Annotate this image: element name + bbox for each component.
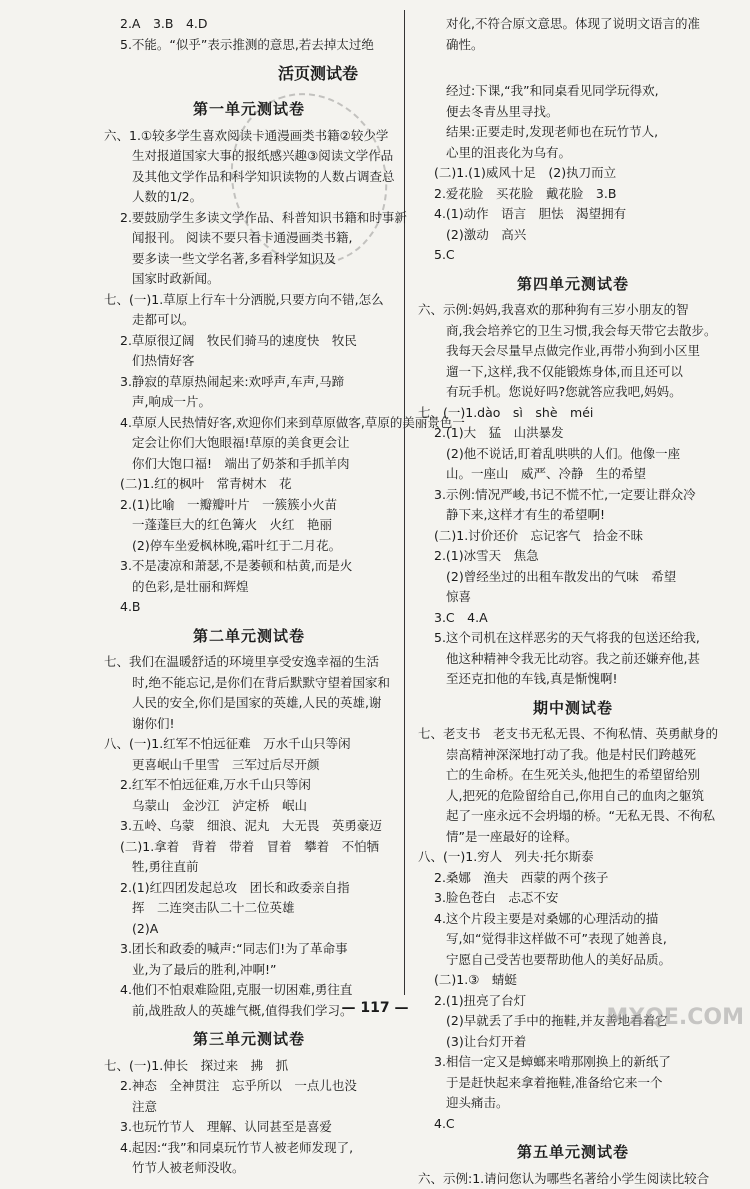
right-top-block xyxy=(418,14,728,55)
answer-line: (二)1.③ 蜻蜓 xyxy=(418,970,728,991)
answer-line: 2.(1)比喻 一瓣瓣叶片 一簇簇小火苗 xyxy=(104,495,394,516)
answer-line: 有玩手机。您说好吗?您就答应我吧,妈妈。 xyxy=(418,382,728,403)
unit3-title: 第三单元测试卷 xyxy=(104,1029,394,1050)
answer-line: 他这种精神令我无比动容。我之前还嫌弃他,甚 xyxy=(418,649,728,670)
answer-line: 情”是一座最好的诠释。 xyxy=(418,827,728,848)
answer-line: 国家时政新闻。 xyxy=(104,269,394,290)
answer-line: 3.相信一定又是蟑螂来啃那刚换上的新纸了 xyxy=(418,1052,728,1073)
unit5-title: 第五单元测试卷 xyxy=(418,1142,728,1163)
answer-line: (二)1.(1)威风十足 (2)执刀而立 xyxy=(418,163,728,184)
answer-line: 六、示例:妈妈,我喜欢的那种狗有三岁小朋友的智 xyxy=(418,300,728,321)
answer-line: 4.(1)动作 语言 胆怯 渴望拥有 xyxy=(418,204,728,225)
unit4-title: 第四单元测试卷 xyxy=(418,274,728,295)
unit1-answers xyxy=(104,126,394,618)
answer-line: (2)激动 高兴 xyxy=(418,225,728,246)
answer-line: 惊喜 xyxy=(418,587,728,608)
answer-line: 3.静寂的草原热闹起来:欢呼声,车声,马蹄 xyxy=(104,372,394,393)
answer-line: 对化,不符合原文意思。体现了说明文语言的准 xyxy=(418,14,728,35)
answer-line: 商,我会培养它的卫生习惯,我会每天带它去散步。 xyxy=(418,321,728,342)
answer-line: 声,响成一片。 xyxy=(104,392,394,413)
answer-line: 定会让你们大饱眼福!草原的美食更会让 xyxy=(104,433,394,454)
answer-line: (2)A xyxy=(104,919,394,940)
answer-line: 3.示例:情况严峻,书记不慌不忙,一定要让群众冷 xyxy=(418,485,728,506)
answer-line: 经过:下课,“我”和同桌看见同学玩得欢, xyxy=(418,81,728,102)
answer-line: 人数的1/2。 xyxy=(104,187,394,208)
answer-line: 乌蒙山 金沙江 泸定桥 岷山 xyxy=(104,796,394,817)
answer-line: 六、1.①较多学生喜欢阅读卡通漫画类书籍②较少学 xyxy=(104,126,394,147)
answer-line: 亡的生命桥。在生死关头,他把生的希望留给别 xyxy=(418,765,728,786)
answer-line: 便去冬青丛里寻找。 xyxy=(418,102,728,123)
answer-line: 时,绝不能忘记,是你们在背后默默守望着国家和 xyxy=(104,673,394,694)
answer-line: 确性。 xyxy=(418,35,728,56)
answer-line: (二)1.红的枫叶 常青树木 花 xyxy=(104,474,394,495)
answer-line: 六、示例:1.请问您认为哪些名著给小学生阅读比较合 xyxy=(418,1169,728,1189)
answer-line: 八、(一)1.穷人 列夫·托尔斯泰 xyxy=(418,847,728,868)
answer-line: 3.脸色苍白 忐忑不安 xyxy=(418,888,728,909)
answer-line: 5.不能。“似乎”表示推测的意思,若去掉太过绝 xyxy=(104,35,394,56)
answer-line: 4.B xyxy=(104,597,394,618)
answer-line: 及其他文学作品和科学知识读物的人数占调查总 xyxy=(104,167,394,188)
answer-line: 七、老支书 老支书无私无畏、不徇私情、英勇献身的 xyxy=(418,724,728,745)
left-top-block xyxy=(104,14,394,55)
answer-line: 4.他们不怕艰难险阻,克服一切困难,勇往直 xyxy=(104,980,394,1001)
answer-line: 竹节人被老师没收。 xyxy=(104,1158,394,1179)
answer-line: 静下来,这样才有生的希望啊! xyxy=(418,505,728,526)
answer-line: 2.A 3.B 4.D xyxy=(104,14,394,35)
answer-line: 你们大饱口福! 端出了奶茶和手抓羊肉 xyxy=(104,454,394,475)
answer-line: 起了一座永远不会坍塌的桥。“无私无畏、不徇私 xyxy=(418,806,728,827)
answer-line: 八、(一)1.红军不怕远征难 万水千山只等闲 xyxy=(104,734,394,755)
answer-line: 挥 二连突击队二十二位英雄 xyxy=(104,898,394,919)
answer-line: 2.(1)大 猛 山洪暴发 xyxy=(418,423,728,444)
midterm-answers xyxy=(418,724,728,1134)
answer-line: 2.爱花脸 买花脸 戴花脸 3.B xyxy=(418,184,728,205)
answer-line: 更喜岷山千里雪 三军过后尽开颜 xyxy=(104,755,394,776)
answer-line: 2.红军不怕远征难,万水千山只等闲 xyxy=(104,775,394,796)
answer-line: 要多读一些文学名著,多看科学知识及 xyxy=(104,249,394,270)
answer-line: (2)早就丢了手中的拖鞋,并友善地看着它 xyxy=(418,1011,728,1032)
loose-leaf-test-title: 活页测试卷 xyxy=(168,64,468,85)
answer-line: 2.神态 全神贯注 忘乎所以 一点儿也没 xyxy=(104,1076,394,1097)
answer-line: 3.不是凄凉和萧瑟,不是萎顿和枯黄,而是火 xyxy=(104,556,394,577)
answer-line: 2.草原很辽阔 牧民们骑马的速度快 牧民 xyxy=(104,331,394,352)
answer-line: 5.这个司机在这样恶劣的天气将我的包送还给我, xyxy=(418,628,728,649)
answer-line: 走都可以。 xyxy=(104,310,394,331)
answer-line: 4.草原人民热情好客,欢迎你们来到草原做客,草原的美丽景色一 xyxy=(104,413,394,434)
unit2-title: 第二单元测试卷 xyxy=(104,626,394,647)
answer-line: 山。一座山 威严、冷静 生的希望 xyxy=(418,464,728,485)
answer-line: 崇高精神深深地打动了我。他是村民们跨越死 xyxy=(418,745,728,766)
answer-line: 的色彩,是壮丽和辉煌 xyxy=(104,577,394,598)
answer-line: (2)他不说话,盯着乱哄哄的人们。他像一座 xyxy=(418,444,728,465)
answer-line: 于是赶快起来拿着拖鞋,准备给它来一个 xyxy=(418,1073,728,1094)
answer-line: 4.起因:“我”和同桌玩竹节人被老师发现了, xyxy=(104,1138,394,1159)
answer-line: 牲,勇往直前 xyxy=(104,857,394,878)
unit2-answers xyxy=(104,652,394,1021)
answer-line: 我每天会尽量早点做完作业,再带小狗到小区里 xyxy=(418,341,728,362)
midterm-title: 期中测试卷 xyxy=(418,698,728,719)
answer-line: 2.桑娜 渔夫 西蒙的两个孩子 xyxy=(418,868,728,889)
answer-line: 迎头痛击。 xyxy=(418,1093,728,1114)
answer-line: 七、(一)1.伸长 探过来 拂 抓 xyxy=(104,1056,394,1077)
answer-line: 七、我们在温暖舒适的环境里享受安逸幸福的生活 xyxy=(104,652,394,673)
answer-line: 人民的安全,你们是国家的英雄,人民的英雄,谢 xyxy=(104,693,394,714)
answer-line: 心里的沮丧化为乌有。 xyxy=(418,143,728,164)
answer-line: (二)1.讨价还价 忘记客气 拾金不昧 xyxy=(418,526,728,547)
answer-line: 人,把死的危险留给自己,你用自己的血肉之躯筑 xyxy=(418,786,728,807)
site-watermark: MXQE.COM xyxy=(606,1008,744,1029)
unit4-answers xyxy=(418,300,728,690)
unit3-continued-answers xyxy=(418,81,728,266)
answer-line: 3.C 4.A xyxy=(418,608,728,629)
answer-line: 们热情好客 xyxy=(104,351,394,372)
answer-line: 至还克扣他的车钱,真是惭愧啊! xyxy=(418,669,728,690)
unit3-answers xyxy=(104,1056,394,1179)
answer-line: 七、(一)1.dào sì shè méi xyxy=(418,403,728,424)
answer-line: 3.五岭、乌蒙 细浪、泥丸 大无畏 英勇豪迈 xyxy=(104,816,394,837)
answer-line: 前,战胜敌人的英雄气概,值得我们学习。 xyxy=(104,1001,394,1022)
answer-line: 2.(1)扭亮了台灯 xyxy=(418,991,728,1012)
answer-line: 生对报道国家大事的报纸感兴趣③阅读文学作品 xyxy=(104,146,394,167)
answer-line: 2.(1)冰雪天 焦急 xyxy=(418,546,728,567)
answer-line: 谢你们! xyxy=(104,714,394,735)
answer-line: 注意 xyxy=(104,1097,394,1118)
answer-line: 3.也玩竹节人 理解、认同甚至是喜爱 xyxy=(104,1117,394,1138)
page-number: — 117 — xyxy=(0,998,750,1019)
answer-line: 遛一下,这样,我不仅能锻炼身体,而且还可以 xyxy=(418,362,728,383)
answer-line: 闻报刊。 阅读不要只看卡通漫画类书籍, xyxy=(104,228,394,249)
answer-line: 2.(1)红四团发起总攻 团长和政委亲自指 xyxy=(104,878,394,899)
answer-line: (二)1.拿着 背着 带着 冒着 攀着 不怕牺 xyxy=(104,837,394,858)
answer-line: 写,如“觉得非这样做不可”表现了她善良, xyxy=(418,929,728,950)
answer-line: 结果:正要走时,发现老师也在玩竹节人, xyxy=(418,122,728,143)
answer-line: (2)停车坐爱枫林晚,霜叶红于二月花。 xyxy=(104,536,394,557)
answer-line: 业,为了最后的胜利,冲啊!” xyxy=(104,960,394,981)
answer-line: 宁愿自己受苦也要帮助他人的美好品质。 xyxy=(418,950,728,971)
answer-line: 一蓬蓬巨大的红色篝火 火红 艳丽 xyxy=(104,515,394,536)
answer-line: 4.这个片段主要是对桑娜的心理活动的描 xyxy=(418,909,728,930)
answer-line: (2)曾经坐过的出租车散发出的气味 希望 xyxy=(418,567,728,588)
answer-line: 2.要鼓励学生多读文学作品、科普知识书籍和时事新 xyxy=(104,208,394,229)
column-divider xyxy=(404,10,405,995)
answer-line: 七、(一)1.草原上行车十分洒脱,只要方向不错,怎么 xyxy=(104,290,394,311)
unit5-answers xyxy=(418,1169,728,1189)
answer-line: (3)让台灯开着 xyxy=(418,1032,728,1053)
unit1-title: 第一单元测试卷 xyxy=(104,99,394,120)
answer-line: 5.C xyxy=(418,245,728,266)
answer-line: 3.团长和政委的喊声:“同志们!为了革命事 xyxy=(104,939,394,960)
answer-line: 4.C xyxy=(418,1114,728,1135)
